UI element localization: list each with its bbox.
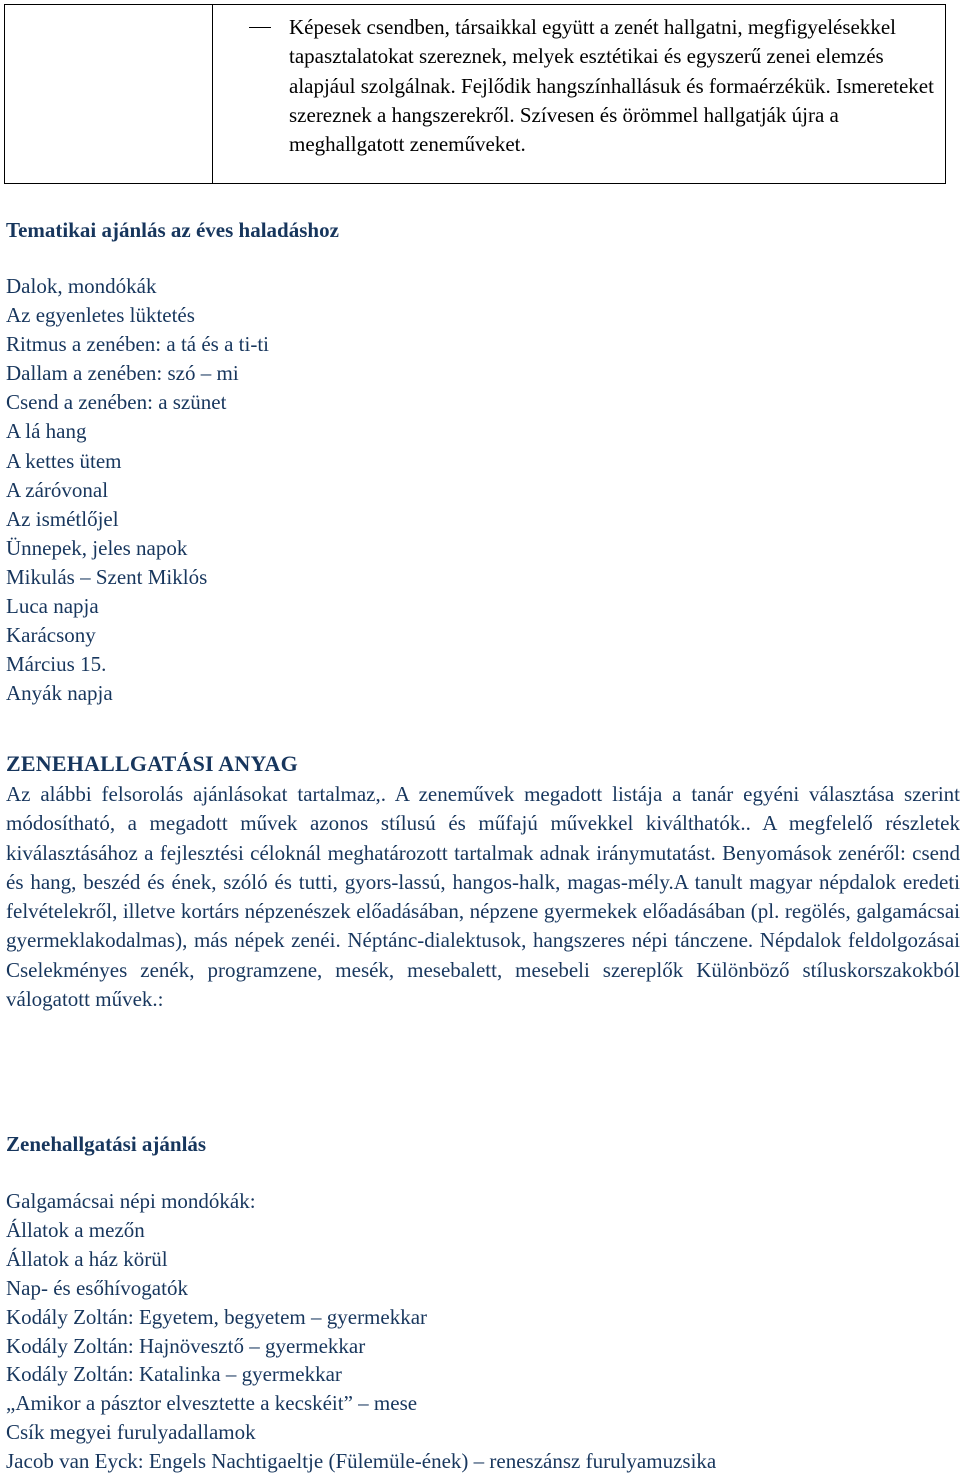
list-item: „Amikor a pásztor elvesztette a kecskéit” – mese — [6, 1391, 418, 1416]
bullet-dash — [249, 27, 271, 28]
list-item: Csík megyei furulyadallamok — [6, 1420, 256, 1445]
list-item: Dallam a zenében: szó – mi — [6, 361, 239, 386]
table-cell-content — [213, 5, 945, 183]
list-item: Csend a zenében: a szünet — [6, 390, 227, 415]
list-item: A kettes ütem — [6, 448, 122, 473]
list-item: Március 15. — [6, 652, 107, 677]
list-item: Luca napja — [6, 594, 99, 619]
list-item: Kodály Zoltán: Hajnövesztő – gyermekkar — [6, 1333, 366, 1358]
tematikai-heading: Tematikai ajánlás az éves haladáshoz — [6, 218, 339, 242]
list-item: Galgamácsai népi mondókák: — [6, 1189, 256, 1213]
list-item: Az egyenletes lüktetés — [6, 303, 195, 328]
tematikai-list — [6, 272, 269, 708]
list-item: Jacob van Eyck: Engels Nachtigaeltje (Fülemüle-ének) – reneszánsz furulyamuzsika — [6, 1449, 717, 1474]
list-item: Dalok, mondókák — [6, 274, 157, 298]
zenehallgatasi-ajanlas-heading: Zenehallgatási ajánlás — [6, 1132, 207, 1156]
table-cell-empty — [5, 5, 213, 183]
list-item: A záróvonal — [6, 477, 109, 502]
top-box-text: Képesek csendben, társaikkal együtt a zenét hallgatni, megfigyelésekkel tapasztalatokat szereznek, melyek esztétikai és egyszerű zenei elemzés alapjául szolgálnak. Fejlődik hangszínhallásuk és formaérzékük. Ismereteket szereznek a hangszerekről. Szívesen és örömmel hallgatják újra a meghallgatott zeneműveket. — [289, 15, 934, 157]
list-item: Karácsony — [6, 623, 96, 648]
list-item: Ünnepek, jeles napok — [6, 535, 188, 560]
list-item: Kodály Zoltán: Egyetem, begyetem – gyermekkar — [6, 1304, 428, 1329]
list-item: A lá hang — [6, 419, 87, 444]
list-item: Mikulás – Szent Miklós — [6, 564, 208, 589]
list-item: Állatok a mezőn — [6, 1217, 145, 1242]
list-item: Az ismétlőjel — [6, 506, 119, 531]
list-item: Állatok a ház körül — [6, 1246, 168, 1271]
list-item: Kodály Zoltán: Katalinka – gyermekkar — [6, 1362, 342, 1387]
zenehallgatasi-anyag-heading: ZENEHALLGATÁSI ANYAG — [6, 751, 298, 776]
top-table — [4, 4, 946, 184]
list-item: Anyák napja — [6, 681, 113, 706]
zenehallgatasi-anyag-paragraph: Az alábbi felsorolás ajánlásokat tartalmaz,. A zeneművek megadott listája a tanár egyéni választása szerint módosítható, a megadott művek azonos stílusú és műfajú művekkel kiválthatók.. A megfelelő részletek kiválasztásához a fejlesztési céloknál meghatározott tartalmak adnak iránymutatást. Benyomások zenéről: csend és hang, beszéd és ének, szóló és tutti, gyors-lassú, hangos-halk, magas-mély.A tanult magyar népdalok eredeti felvételekről, illetve kortárs népzenészek előadásában, népzene gyermekek előadásában (pl. regölés, galgamácsai gyermeklakodalmas), más népek zenéi. Néptánc-dialektusok, hangszeres népi tánczene. Népdalok feldolgozásai Cselekményes zenék, programzene, mesék, mesebalett, mesebeli szereplők Különböző stíluskorszakokból válogatott művek.: — [6, 782, 960, 1012]
list-item: Nap- és esőhívogatók — [6, 1275, 188, 1300]
zenehallgatasi-ajanlas-list — [6, 1187, 716, 1476]
list-item: Ritmus a zenében: a tá és a ti-ti — [6, 332, 269, 357]
